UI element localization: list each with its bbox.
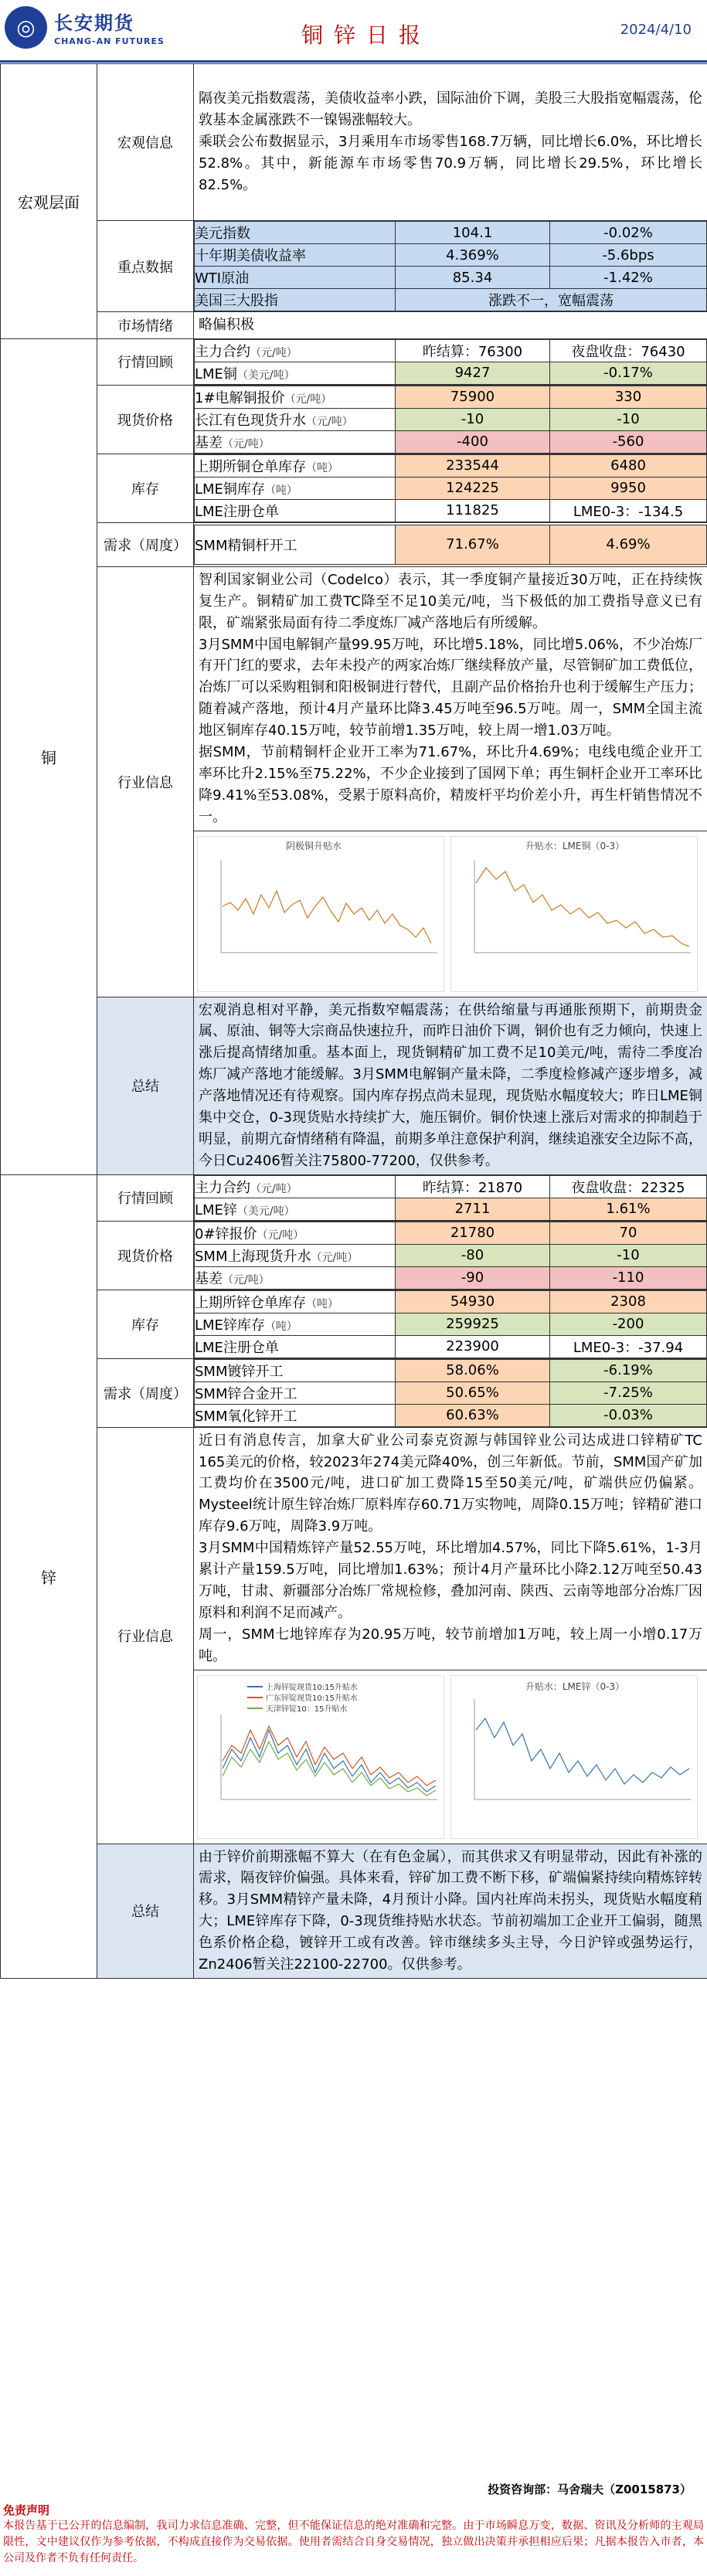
inv-name: LME注册仓单: [195, 1335, 396, 1358]
table-row: [195, 386, 707, 408]
sentiment-label: 市场情绪: [97, 312, 194, 339]
legend-label: 广东锌锭现货10:15升贴水: [266, 1694, 358, 1703]
key-value: 4.369%: [396, 244, 550, 267]
inv-value: 124225: [396, 477, 550, 499]
inv-name: 上期所铜仓单库存（吨）: [195, 454, 396, 477]
zn-charts: [194, 1670, 707, 1844]
demand-value: 71.67%: [396, 525, 550, 564]
spot-value: -80: [396, 1244, 550, 1266]
table-row: [195, 339, 707, 362]
spot-name: 基差（元/吨）: [195, 430, 396, 453]
inv-name: LME铜库存（吨）: [195, 477, 396, 499]
tj-zinc-line: [223, 1742, 436, 1796]
macro-info-text: 隔夜美元指数震荡，美债收益率小跌，国际油价下调，美股三大股指宽幅震荡，伦敦基本金属涨跌不一镍锡涨幅较大。 乘联会公布数据显示，3月乘用车市场零售168.7万辆，同比增长6.0%，环比增长52.8%。其中，新能源车市场零售70.9万辆，同比增长29.5%，环比增长82.5%。: [194, 64, 707, 221]
table-row: [195, 499, 707, 522]
spot-value: -10: [396, 408, 550, 430]
contract-name: 主力合约（元/吨）: [195, 339, 396, 362]
table-row: [195, 408, 707, 430]
brand: [54, 8, 165, 46]
cu-lme-spread-chart: [450, 836, 698, 992]
cu-industry-text: 智利国家铜业公司（Codelco）表示，其一季度铜产量接近30万吨，正在持续恢复生产。铜精矿加工费TC降至不足10美元/吨，当下极低的加工费指导意义已有限，矿端紧张局面有待二季度炼厂减产落地后有所缓解。 3月SMM中国电解铜产量99.95万吨，环比增5.18%，同比增5.06%，不少冶炼厂有开门红的要求，去年未投产的两家冶炼厂继续释放产量，尽管铜矿加工费低位，冶炼厂可以采购粗铜和阳极铜进行替代，且副产品价格抬升也利于缓解生产压力；随着减产落地，预计4月产量环比降3.45万吨至96.5万吨。周一，SMM全国主流地区铜库存40.15万吨，较节前增1.35万吨，较上周一增1.03万吨。 据SMM，节前精铜杆企业开工率为71.67%，环比升4.69%；电线电缆企业开工率环比升2.15%至75.22%，不少企业接到了国网下单；再生铜杆企业开工率环比降9.41%至53.08%，受累于原料高价，精废杆平均价差小升，再生杆销售情况不一。: [194, 566, 707, 831]
key-name: 美元指数: [195, 222, 396, 244]
lme-change: -0.17%: [550, 362, 707, 384]
table-row: [195, 1359, 707, 1381]
key-name: WTI原油: [195, 267, 396, 289]
prev-settle: 昨结算：21870: [396, 1175, 550, 1198]
lme-name: LME铜（美元/吨）: [195, 362, 396, 384]
zn-spread-line: [476, 1718, 689, 1784]
cu-spread-line: [476, 868, 689, 946]
report-title: 铜锌日报: [301, 22, 432, 48]
brand-name-cn: 长安期货: [54, 12, 134, 34]
cu-summary-text: 宏观消息相对平静，美元指数窄幅震荡；在供给缩量与再通胀预期下，前期贵金属、原油、铜等大宗商品快速拉升，而昨日油价下调，铜价也有乏力倾向，快速上涨后提高情绪加重。基本面上，现货铜精矿加工费不足10美元/吨，需待二季度冶炼厂减产落地才能缓解。3月SMM电解铜产量未降，二季度检修减产逐步增多，减产落地情况还有待观察。国内库存拐点尚未显现，现货贴水幅度较大；昨日LME铜集中交仓，0-3现货贴水持续扩大，施压铜价。铜价快速上涨后对需求的抑制趋于明显，前期亢奋情绪稍有降温，前期多单注意保护利润，继续追涨安全边际不高，今日Cu2406暂关注75800-77200，仅供参考。: [194, 997, 707, 1174]
inv-change: 9950: [550, 477, 707, 499]
inv-value: 111825: [396, 499, 550, 522]
zn-summary-text: 由于锌价前期涨幅不算大（在有色金属），而其供求又有明显带动，因此有补涨的需求，隔夜锌价偏强。具体来看，锌矿加工费不断下移，矿端偏紧持续向精炼锌转移。3月SMM精锌产量未降，4月预计小降。国内社库尚未拐头，现货贴水幅度稍大；LME锌库存下降，0-3现货维持贴水状态。节前初端加工企业开工偏弱，随黑色系价格企稳，镀锌开工或有改善。锌市继续多头主导，今日沪锌或强势运行，Zn2406暂关注22100-22700。仅供参考。: [194, 1844, 707, 1978]
spot-name: 长江有色现货升水（元/吨）: [195, 408, 396, 430]
cu-demand-table: [194, 525, 707, 565]
spot-change: 330: [550, 386, 707, 408]
spot-value: 75900: [396, 386, 550, 408]
demand-change: -0.03%: [550, 1404, 707, 1426]
table-row: [195, 1222, 707, 1244]
spot-value: -400: [396, 430, 550, 453]
table-row: [195, 1313, 707, 1335]
contact-info: 投资咨询部：马舍瑞夫（Z0015873）: [488, 2483, 692, 2496]
key-value: 85.34: [396, 267, 550, 289]
demand-name: SMM镀锌开工: [195, 1359, 396, 1381]
night-close: 夜盘收盘：22325: [550, 1175, 707, 1198]
spot-name: 1#电解铜报价（元/吨）: [195, 386, 396, 408]
demand-value: 60.63%: [396, 1404, 550, 1426]
zn-demand-table: [194, 1359, 707, 1427]
demand-name: SMM精铜杆开工: [195, 525, 396, 564]
inv-value: 233544: [396, 454, 550, 477]
cu-premium-line: [223, 891, 431, 943]
cu-demand-label: 需求（周度）: [97, 522, 194, 566]
macro-info-label: 宏观信息: [97, 64, 194, 221]
macro-section-label: 宏观层面: [1, 64, 97, 339]
spot-value: -90: [396, 1266, 550, 1289]
spot-change: -10: [550, 1244, 707, 1266]
inv-name: LME注册仓单: [195, 499, 396, 522]
cu-chart2-title: 升贴水：LME铜（0-3）: [525, 840, 625, 851]
demand-change: -6.19%: [550, 1359, 707, 1381]
table-row: [195, 525, 707, 564]
key-name: 十年期美债收益率: [195, 244, 396, 267]
lme-value: 2711: [396, 1198, 550, 1220]
key-change: -0.02%: [550, 222, 707, 244]
lme-name: LME锌（美元/吨）: [195, 1198, 396, 1220]
cu-premium-chart: [197, 836, 444, 992]
demand-name: SMM氧化锌开工: [195, 1404, 396, 1426]
report-date: 2024/4/10: [620, 22, 692, 38]
zn-review-table: [194, 1175, 707, 1221]
zn-summary-label: 总结: [97, 1844, 194, 1978]
cu-charts: [194, 831, 707, 997]
demand-name: SMM锌合金开工: [195, 1381, 396, 1404]
spot-change: -110: [550, 1266, 707, 1289]
zn-spot-label: 现货价格: [97, 1221, 194, 1290]
zn-review-label: 行情回顾: [97, 1174, 194, 1221]
key-value: 104.1: [396, 222, 550, 244]
table-row: [195, 362, 707, 384]
lme-value: 9427: [396, 362, 550, 384]
table-row: [195, 454, 707, 477]
key-data-label: 重点数据: [97, 221, 194, 312]
copper-section-label: 铜: [1, 338, 97, 1174]
legend-label: 天津锌锭10：15升贴水: [266, 1704, 348, 1714]
cu-summary-label: 总结: [97, 997, 194, 1174]
table-row: [195, 1198, 707, 1220]
spot-change: -10: [550, 408, 707, 430]
cu-inventory-table: [194, 454, 707, 522]
table-row: [195, 267, 707, 289]
table-row: [195, 289, 707, 311]
cu-chart1-title: 阴极铜升贴水: [285, 840, 342, 851]
table-row: [195, 1266, 707, 1289]
zn-industry-text: 近日有消息传言，加拿大矿业公司泰克资源与韩国锌业公司达成进口锌精矿TC 165美元的价格，较2023年274美元降40%，创三年新低。节前，SMM国产矿加工费均价在3500元/吨，进口矿加工费降15至50美元/吨，矿端供应仍偏紧。Mysteel统计原生锌冶炼厂原料库存60.71万实物吨，周降0.15万吨；锌精矿港口库存9.6万吨，周降3.9万吨。 3月SMM中国精炼锌产量52.55万吨，环比增加4.57%，同比下降5.61%，1-3月累计产量159.5万吨，同比增加1.63%；预计4月产量环比小降2.12万吨至50.43万吨，甘肃、新疆部分冶炼厂常规检修，叠加河南、陕西、云南等地部分冶炼厂因原料和利润不足而减产。 周一，SMM七地锌库存为20.95万吨，较节前增加1万吨，较上周一小增0.17万吨。: [194, 1427, 707, 1670]
zn-demand-label: 需求（周度）: [97, 1358, 194, 1427]
table-row: [195, 1244, 707, 1266]
table-row: [195, 244, 707, 267]
cu-spot-table: [194, 386, 707, 454]
table-row: [195, 1335, 707, 1358]
cu-industry-label: 行业信息: [97, 566, 194, 997]
cu-spot-label: 现货价格: [97, 385, 194, 454]
spot-change: -560: [550, 430, 707, 453]
key-value: 涨跌不一，宽幅震荡: [396, 289, 707, 311]
brand-name-en: CHANG-AN FUTURES: [54, 36, 165, 46]
table-row: [195, 477, 707, 499]
sentiment-text: 略偏积极: [194, 312, 707, 339]
zn-premium-chart: [197, 1675, 444, 1839]
prev-settle: 昨结算：76300: [396, 339, 550, 362]
cu-review-label: 行情回顾: [97, 338, 194, 385]
lme-change: 1.61%: [550, 1198, 707, 1220]
table-row: [195, 430, 707, 453]
key-data-table: [194, 221, 707, 311]
key-change: -1.42%: [550, 267, 707, 289]
table-row: [195, 1290, 707, 1313]
report-table: [0, 63, 707, 1979]
table-row: [195, 1175, 707, 1198]
company-logo-icon: ◎: [5, 6, 47, 49]
key-name: 美国三大股指: [195, 289, 396, 311]
zn-spot-table: [194, 1222, 707, 1290]
disclaimer-title: 免责声明: [3, 2503, 50, 2517]
inv-change: -200: [550, 1313, 707, 1335]
night-close: 夜盘收盘：76430: [550, 339, 707, 362]
report-footer: [0, 2476, 707, 2567]
inv-change: 6480: [550, 454, 707, 477]
zn-lme-spread-chart: [450, 1675, 698, 1839]
demand-change: -7.25%: [550, 1381, 707, 1404]
inv-change: LME0-3：-134.5: [550, 499, 707, 522]
contract-name: 主力合约（元/吨）: [195, 1175, 396, 1198]
zinc-section-label: 锌: [1, 1174, 97, 1978]
spot-name: SMM上海现货升水（元/吨）: [195, 1244, 396, 1266]
cu-review-table: [194, 339, 707, 385]
demand-change: 4.69%: [550, 525, 707, 564]
demand-value: 50.65%: [396, 1381, 550, 1404]
zn-chart2-title: 升贴水：LME锌（0-3）: [525, 1681, 625, 1692]
spot-value: 21780: [396, 1222, 550, 1244]
spot-name: 0#锌报价（元/吨）: [195, 1222, 396, 1244]
inv-value: 54930: [396, 1290, 550, 1313]
demand-value: 58.06%: [396, 1359, 550, 1381]
inv-name: 上期所锌仓单库存（吨）: [195, 1290, 396, 1313]
zn-inventory-label: 库存: [97, 1290, 194, 1358]
key-change: -5.6bps: [550, 244, 707, 267]
inv-change: LME0-3：-37.94: [550, 1335, 707, 1358]
report-header: [0, 0, 707, 63]
spot-change: 70: [550, 1222, 707, 1244]
disclaimer-text: 本报告基于已公开的信息编制，我司力求信息准确、完整，但不能保证信息的绝对准确和完整。由于市场瞬息万变，数据、资讯及分析师的主观局限性，文中建议仅作为参考依据，不构成直接作为交易依据。使用者需结合自身交易情况，独立做出决策并承担相应后果；凡据本报告入市者，本公司及作者不负有任何责任。: [3, 2520, 704, 2564]
table-row: [195, 222, 707, 244]
inv-value: 259925: [396, 1313, 550, 1335]
zn-industry-label: 行业信息: [97, 1427, 194, 1844]
inv-value: 223900: [396, 1335, 550, 1358]
cu-inventory-label: 库存: [97, 454, 194, 522]
table-row: [195, 1381, 707, 1404]
spot-name: 基差（元/吨）: [195, 1266, 396, 1289]
inv-name: LME锌库存（吨）: [195, 1313, 396, 1335]
zn-inventory-table: [194, 1290, 707, 1358]
table-row: [195, 1404, 707, 1426]
legend-label: 上海锌锭现货10:15升贴水: [266, 1683, 358, 1692]
inv-change: 2308: [550, 1290, 707, 1313]
